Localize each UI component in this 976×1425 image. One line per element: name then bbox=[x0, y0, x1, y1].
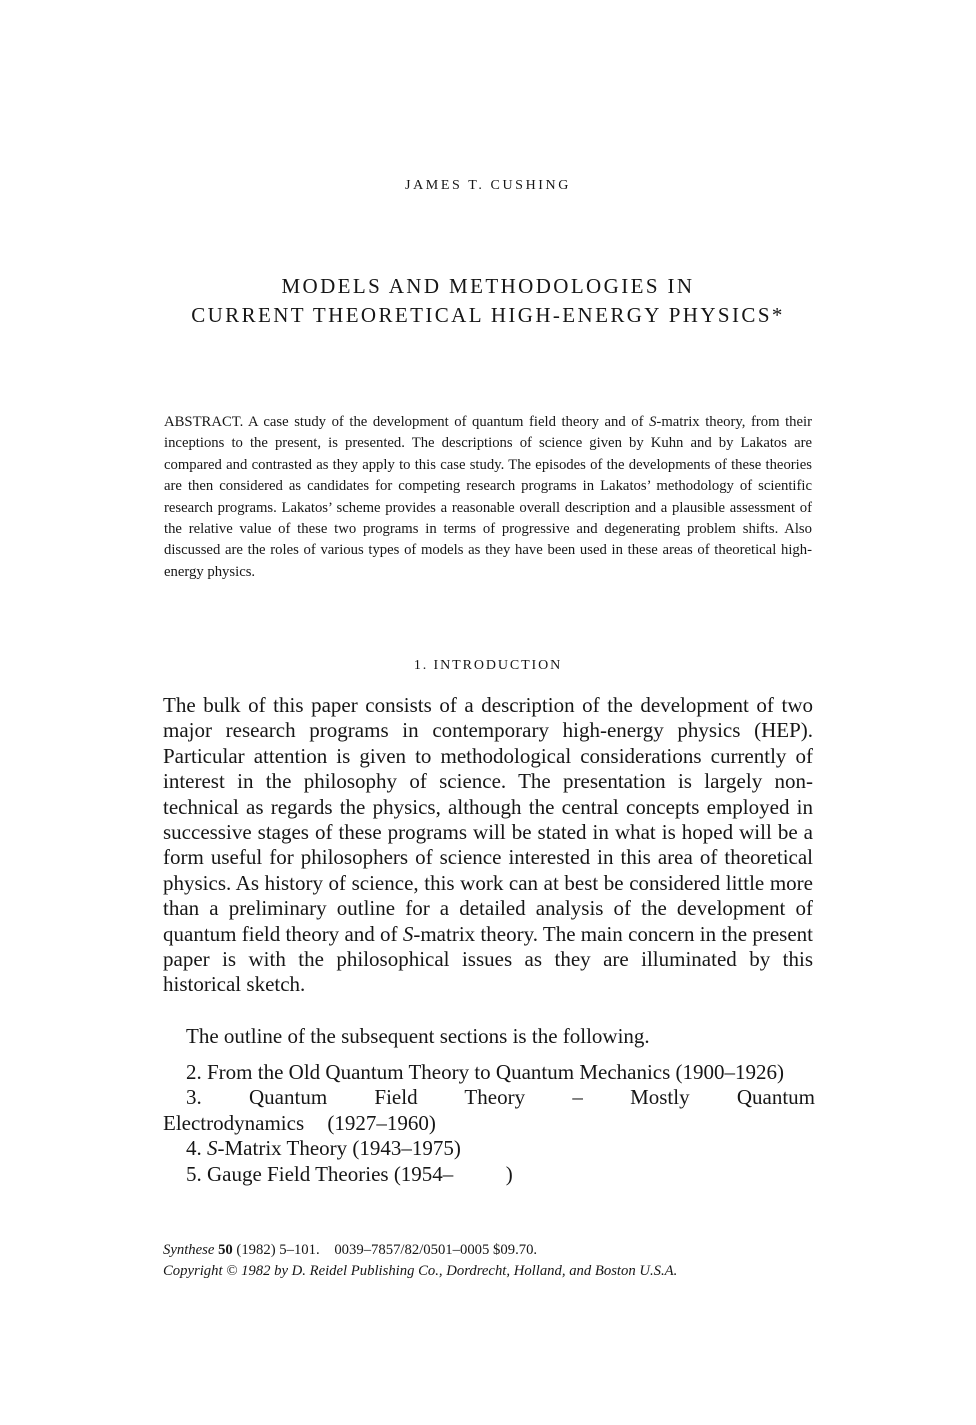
para1-text-end: -matrix theory. The main concern in the present paper is with the philosophical issues as they are illuminated by this historical sketch. bbox=[163, 921, 813, 997]
outline-item-2: 2. From the Old Quantum Theory to Quantum Mechanics (1900–1926) bbox=[186, 1060, 785, 1084]
title-line-1: MODELS AND METHODOLOGIES IN bbox=[281, 274, 695, 298]
intro-paragraph-2: The outline of the subsequent sections is the following. bbox=[186, 1024, 650, 1048]
abstract-s-symbol: S bbox=[649, 414, 657, 430]
citation-line bbox=[163, 1240, 823, 1261]
outline-item-5: 5. Gauge Field Theories (1954– ) bbox=[186, 1161, 513, 1186]
journal-name: Synthese bbox=[163, 1242, 215, 1258]
paper-title bbox=[0, 272, 976, 330]
para1-text-start: The bulk of this paper consists of a description of the development of two major research programs in contemporary high-energy physics (HEP). Particular attention is given to methodological considerations currently of interest in the philosophy of science. The presentation is largely non-technical as regards the physics, although the central concepts employed in successive stages of these programs will be stated in what is hoped will be a form useful for philosophers of science interested in this area of theoretical physics. As history of science, this work can at best be considered little more than a preliminary outline for a detailed analysis of the development of quantum field theory and of bbox=[163, 693, 813, 946]
section-outline-list bbox=[163, 1060, 815, 1187]
citation-details: (1982) 5–101. 0039–7857/82/0501–0005 $09.70. bbox=[232, 1242, 538, 1258]
abstract-text-start: ABSTRACT. A case study of the development of quantum field theory and of bbox=[164, 414, 650, 430]
abstract bbox=[164, 412, 812, 583]
intro-paragraph-1 bbox=[163, 693, 813, 998]
journal-volume: 50 bbox=[218, 1242, 233, 1258]
section-heading: 1. INTRODUCTION bbox=[413, 658, 563, 673]
author-name: JAMES T. CUSHING bbox=[405, 178, 571, 193]
title-line-2: CURRENT THEORETICAL HIGH-ENERGY PHYSICS* bbox=[191, 303, 785, 327]
copyright-line: Copyright © 1982 by D. Reidel Publishing Co., Dordrecht, Holland, and Boston U.S.A. bbox=[163, 1263, 678, 1279]
abstract-text-end: -matrix theory, from their inceptions to the present, is presented. The descriptions of science given by Kuhn and by Lakatos are compared and contrasted as they apply to this case study. The episodes of the developments of these theories are then considered as candidates for competing research programs in Lakatos’ methodology of scientific research programs. Lakatos’ scheme provides a reasonable overall description and a plausible assessment of the relative value of these two programs in terms of progressive and degenerating problem shifts. Also discussed are the roles of various types of models as they have been used in these areas of theoretical high-energy physics. bbox=[164, 414, 813, 580]
outline-item-4: 4. S-Matrix Theory (1943–1975) bbox=[186, 1136, 461, 1161]
outline-item-3: 3. Quantum Field Theory – Mostly Quantum Electrodynamics (1927–1960) bbox=[163, 1085, 815, 1135]
para1-s-symbol: S bbox=[402, 921, 414, 946]
publication-footer bbox=[163, 1240, 823, 1282]
